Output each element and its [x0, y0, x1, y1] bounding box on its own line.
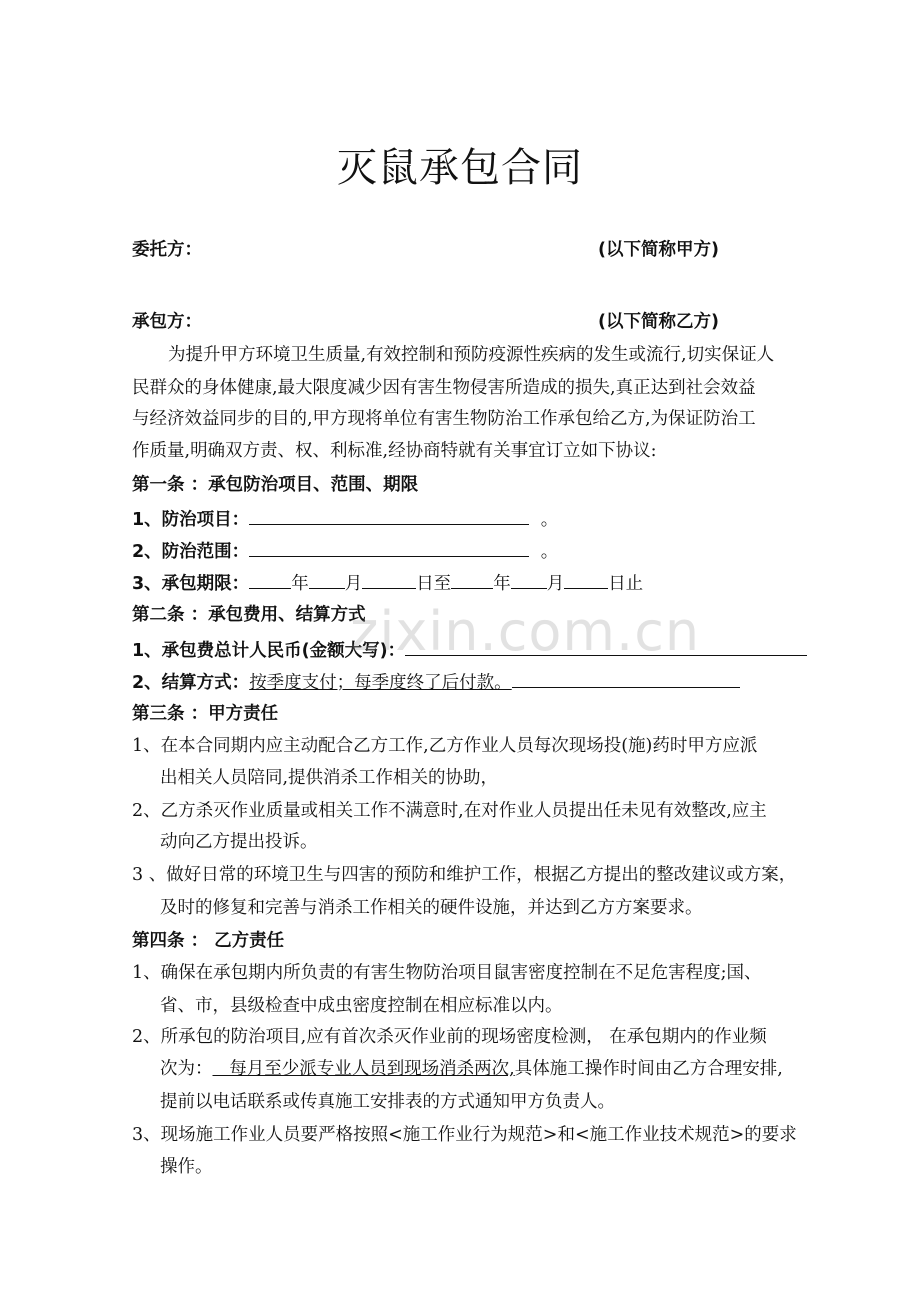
client-label: 委托方：: [132, 240, 202, 260]
article1-heading: 第一条 ：承包防治项目、范围、期限: [132, 475, 419, 495]
year-label: 年: [291, 574, 309, 594]
end-day-blank: [564, 570, 608, 589]
intro-line: 为提升甲方环境卫生质量,有效控制和预防疫源性疾病的发生或流行,切实保证人: [168, 345, 775, 365]
frequency-suffix: 具体施工操作时间由乙方合理安排,: [514, 1059, 783, 1079]
frequency-value: 每月至少派专业人员到现场消杀两次,: [212, 1059, 515, 1079]
article3-line: 2、乙方杀灭作业质量或相关工作不满意时,在对作业人员提出任未见有效整改,应主: [132, 801, 767, 821]
item3-label: 3、承包期限：: [132, 574, 250, 594]
article4-frequency-line: [160, 1057, 783, 1081]
day-end-label: 日止: [608, 574, 644, 594]
contractor-label: 承包方：: [132, 312, 202, 332]
watermark: zixin.com.cn: [350, 600, 701, 663]
article2-item2: [132, 669, 740, 695]
article3-line: 1、在本合同期内应主动配合乙方工作,乙方作业人员每次现场投(施)药时甲方应派: [132, 736, 758, 756]
article3-heading: 第三条 ：甲方责任: [132, 704, 279, 724]
document-title: 灭鼠承包合同: [337, 145, 583, 191]
article4-line: 省、市，县级检查中成虫密度控制在相应标准以内。: [160, 996, 563, 1016]
frequency-prefix: 次为：: [160, 1059, 213, 1079]
contractor-party-line: [132, 310, 719, 334]
fee-label: 1、承包费总计人民币(金额大写)：: [132, 641, 406, 661]
article4-heading: 第四条 ： 乙方责任: [132, 931, 285, 951]
article4-line: 操作。: [160, 1157, 213, 1177]
start-year-blank: [249, 570, 291, 589]
article4-line: 2、所承包的防治项目,应有首次杀灭作业前的现场密度检测， 在承包期内的作业频: [132, 1027, 767, 1047]
contractor-note: (以下简称乙方): [598, 312, 719, 332]
client-party-line: [132, 238, 719, 262]
day-to-label: 日至: [416, 574, 452, 594]
client-note: (以下简称甲方): [598, 240, 719, 260]
start-day-blank: [362, 570, 416, 589]
article1-item3: [132, 570, 643, 596]
settlement-label: 2、结算方式：: [132, 673, 250, 693]
month-label: 月: [546, 574, 565, 594]
article4-line: 1、确保在承包期内所负责的有害生物防治项目鼠害密度控制在不足危害程度;国、: [132, 963, 762, 983]
article1-item1: [132, 506, 558, 532]
settlement-blank: [512, 669, 740, 688]
article3-line: 3 、做好日常的环境卫生与四害的预防和维护工作，根据乙方提出的整改建议或方案，: [132, 865, 797, 885]
year-label: 年: [493, 574, 511, 594]
item2-label: 2、防治范围：: [132, 542, 250, 562]
month-label: 月: [344, 574, 363, 594]
scope-blank: [249, 538, 529, 557]
article4-line: 3、现场施工作业人员要严格按照<施工作业行为规范>和<施工作业技术规范>的要求: [132, 1125, 797, 1145]
intro-line: 民群众的身体健康,最大限度减少因有害生物侵害所造成的损失,真正达到社会效益: [132, 378, 756, 398]
end-mark: 。: [540, 542, 559, 562]
article3-line: 出相关人员陪同,提供消杀工作相关的协助，: [160, 768, 499, 788]
end-month-blank: [511, 570, 547, 589]
settlement-value: 按季度支付；每季度终了后付款。: [249, 673, 512, 693]
end-mark: 。: [540, 510, 559, 530]
start-month-blank: [309, 570, 345, 589]
intro-line: 与经济效益同步的目的,甲方现将单位有害生物防治工作承包给乙方,为保证防治工: [132, 409, 756, 429]
article4-line: 提前以电话联系或传真施工安排表的方式通知甲方负责人。: [160, 1092, 615, 1112]
article1-item2: [132, 538, 558, 564]
article3-line: 及时的修复和完善与消杀工作相关的硬件设施，并达到乙方方案要求。: [160, 898, 703, 918]
article3-line: 动向乙方提出投诉。: [160, 832, 318, 852]
item1-label: 1、防治项目：: [132, 510, 250, 530]
project-blank: [249, 506, 529, 525]
intro-line: 作质量,明确双方责、权、利标准,经协商特就有关事宜订立如下协议:: [132, 441, 657, 461]
article2-heading: 第二条 ：承包费用、结算方式: [132, 605, 366, 625]
end-year-blank: [451, 570, 493, 589]
